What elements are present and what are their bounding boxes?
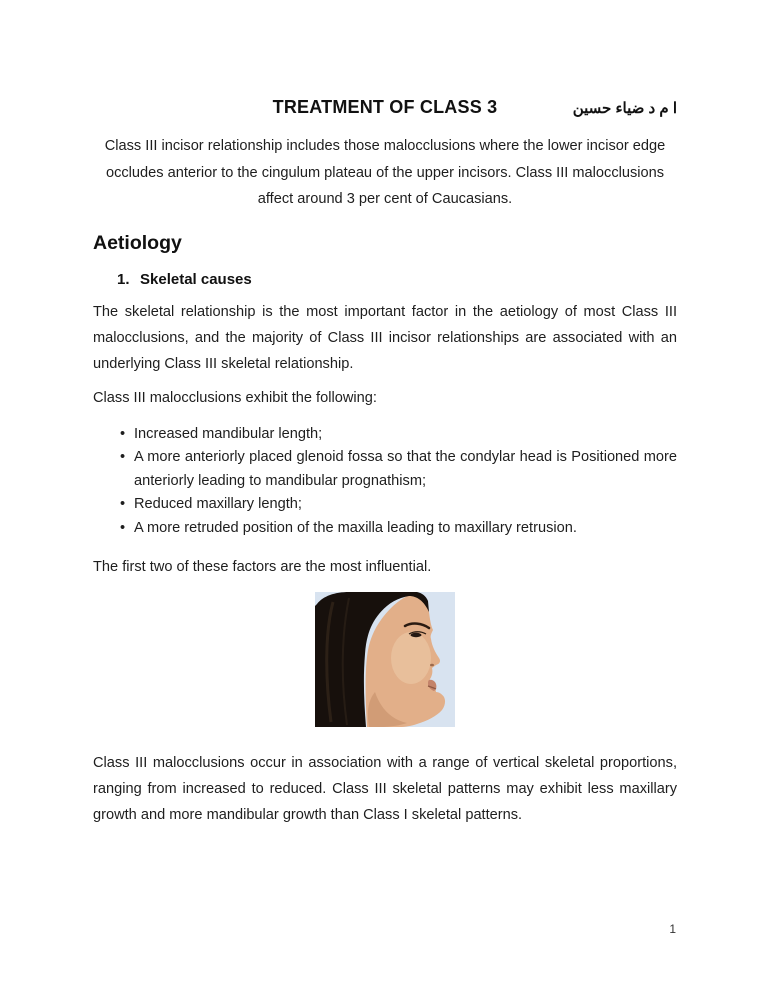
paragraph-exhibit-following: Class III malocclusions exhibit the following:	[93, 389, 377, 406]
author-name-arabic: ا م د ضياء حسين	[572, 100, 677, 117]
figure-container	[93, 592, 677, 728]
eye	[411, 633, 422, 637]
subheading-skeletal-causes	[93, 271, 677, 288]
list-item: • Reduced maxillary length;	[120, 493, 677, 517]
paragraph-first-two-factors: The first two of these factors are the most influential.	[93, 559, 432, 575]
paragraph-vertical-proportions: Class III malocclusions occur in association with a range of vertical skeletal proportions, ranging from increased to reduced. Class III skeletal patterns may exhibit less maxillary growth and more mandibular growth than Class I skeletal patterns.	[93, 755, 677, 823]
subheading-label: Skeletal causes	[140, 270, 252, 288]
title-row	[93, 97, 677, 121]
heading-aetiology: Aetiology	[93, 231, 182, 254]
intro-paragraph: Class III incisor relationship includes those malocclusions where the lower incisor edge occludes anterior to the cingulum plateau of the upper incisors. Class III malocclusions affect around 3 per cent of Caucasians.	[104, 138, 666, 207]
list-item: • A more retruded position of the maxilla leading to maxillary retrusion.	[120, 517, 677, 541]
subheading-number: 1.	[117, 270, 130, 288]
paragraph-skeletal-relationship: The skeletal relationship is the most important factor in the aetiology of most Class III malocclusions, and the majority of Class III incisor relationships are associated with an underlying Class III skeletal relationship.	[93, 303, 677, 372]
cheek-highlight	[391, 632, 431, 684]
document-content	[93, 97, 677, 828]
nostril	[430, 664, 434, 667]
page-title: TREATMENT OF CLASS 3	[272, 97, 498, 117]
patient-profile-photo	[315, 592, 455, 727]
list-item: • A more anteriorly placed glenoid fossa so that the condylar head is Positioned more anteriorly leading to mandibular prognathism;	[120, 446, 677, 493]
page-number: 1	[669, 922, 676, 936]
bullet-list	[120, 423, 677, 541]
list-item: • Increased mandibular length;	[120, 423, 677, 447]
